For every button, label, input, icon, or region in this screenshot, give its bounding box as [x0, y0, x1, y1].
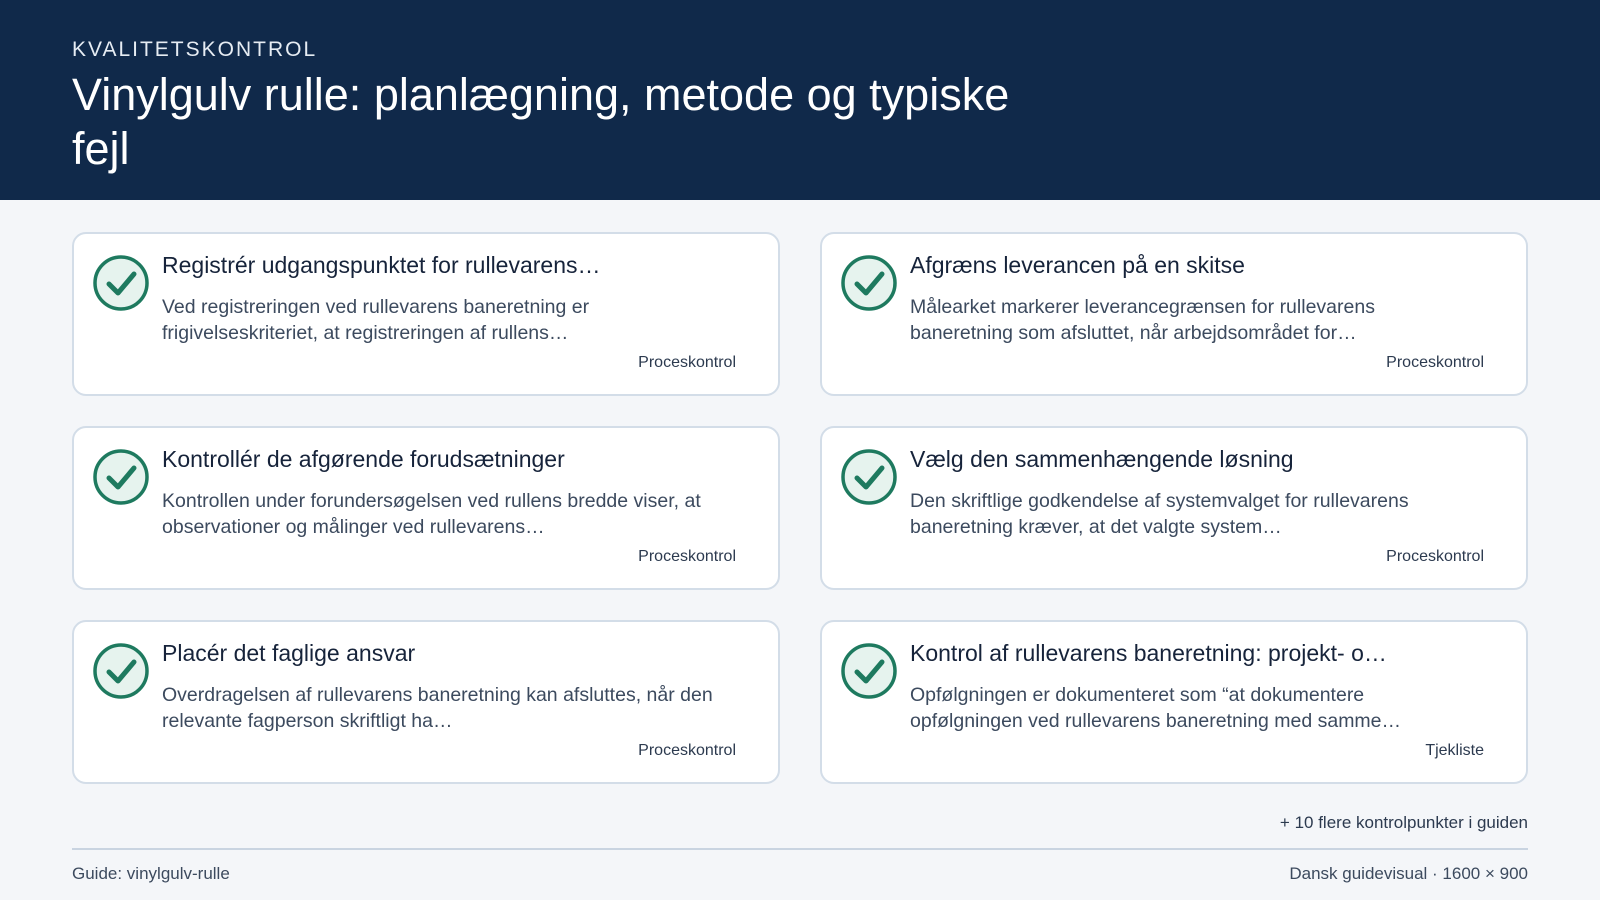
- card-title: Vælg den sammenhængende løsning: [910, 446, 1294, 472]
- card-title: Placér det faglige ansvar: [162, 640, 416, 666]
- checkpoint-card[interactable]: [820, 232, 1528, 396]
- card-tag: Proceskontrol: [638, 354, 736, 371]
- footer-divider: [72, 848, 1528, 850]
- card-title: Registrér udgangspunktet for rullevarens…: [162, 252, 601, 278]
- card-title: Kontrol af rullevarens baneretning: projekt- o…: [910, 640, 1387, 666]
- check-circle-icon: [92, 642, 150, 700]
- card-description: Den skriftlige godkendelse af systemvalget for rullevarens baneretning kræver, at det valgte system…: [910, 490, 1409, 538]
- footer-meta-label: Dansk guidevisual · 1600 × 900: [1289, 864, 1528, 883]
- more-checkpoints-link[interactable]: + 10 flere kontrolpunkter i guiden: [1279, 813, 1528, 832]
- card-description: Ved registreringen ved rullevarens baneretning er frigivelseskriteriet, at registreringen af rullens…: [162, 296, 590, 344]
- checkpoint-card[interactable]: [820, 426, 1528, 590]
- card-tag: Proceskontrol: [638, 548, 736, 565]
- check-circle-icon: [840, 254, 898, 312]
- card-description: Overdragelsen af rullevarens baneretning kan afsluttes, når den relevante fagperson skriftligt ha…: [162, 684, 713, 732]
- card-description: Målearket markerer leverancegrænsen for rullevarens baneretning som afsluttet, når arbejdsområdet for…: [910, 296, 1375, 344]
- check-circle-icon: [840, 448, 898, 506]
- card-tag: Proceskontrol: [1386, 548, 1484, 565]
- check-circle-icon: [840, 642, 898, 700]
- checkpoint-grid: [72, 232, 1528, 784]
- checkpoint-card[interactable]: [820, 620, 1528, 784]
- eyebrow-label: KVALITETSKONTROL: [72, 38, 318, 61]
- footer-guide-label: Guide: vinylgulv-rulle: [72, 864, 230, 883]
- check-circle-icon: [92, 448, 150, 506]
- page-title: Vinylgulv rulle: planlægning, metode og typiske fejl: [72, 69, 1010, 174]
- checkpoint-card[interactable]: [72, 232, 780, 396]
- page-header: [0, 0, 1600, 200]
- card-title: Afgræns leverancen på en skitse: [910, 252, 1245, 278]
- card-tag: Tjekliste: [1425, 742, 1484, 759]
- checkpoint-card[interactable]: [72, 620, 780, 784]
- card-tag: Proceskontrol: [638, 742, 736, 759]
- checkpoint-card[interactable]: [72, 426, 780, 590]
- check-circle-icon: [92, 254, 150, 312]
- card-description: Kontrollen under forundersøgelsen ved rullens bredde viser, at observationer og målinger ved rullevarens…: [162, 490, 701, 538]
- card-description: Opfølgningen er dokumenteret som “at dokumentere opfølgningen ved rullevarens baneretning med samme…: [910, 684, 1402, 732]
- card-tag: Proceskontrol: [1386, 354, 1484, 371]
- card-title: Kontrollér de afgørende forudsætninger: [162, 446, 565, 472]
